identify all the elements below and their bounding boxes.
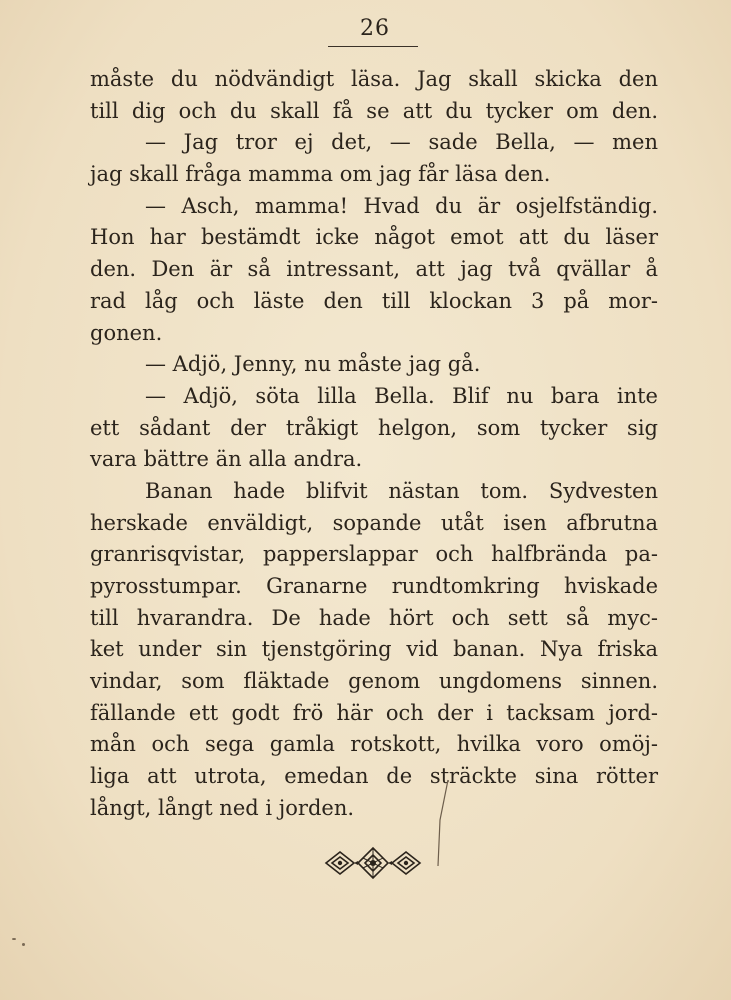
- text-line: till hvarandra. De hade hört och sett så myc-: [90, 605, 658, 630]
- text-line: — Asch, mamma! Hvad du är osjelfständig.: [145, 193, 658, 218]
- text-line: jag skall fråga mamma om jag får läsa den.: [90, 162, 551, 187]
- text-line: den. Den är så intressant, att jag två qvällar å: [90, 257, 658, 282]
- header-rule: [328, 46, 418, 47]
- text-line: vindar, som fläktade genom ungdomens sinnen.: [90, 669, 658, 694]
- text-line: — Jag tror ej det, — sade Bella, — men: [145, 130, 658, 155]
- text-line: ett sådant der tråkigt helgon, som tycker sig: [90, 415, 658, 440]
- text-line: Hon har bestämdt icke något emot att du läser: [90, 225, 658, 250]
- text-line: till dig och du skall få se att du tycker om den.: [90, 98, 658, 123]
- page-number: 26: [360, 16, 390, 41]
- text-line: rad låg och läste den till klockan 3 på mor-: [90, 288, 658, 313]
- text-line: långt, långt ned i jorden.: [90, 795, 355, 820]
- text-line: — Adjö, Jenny, nu måste jag gå.: [145, 352, 481, 377]
- text-line: måste du nödvändigt läsa. Jag skall skicka den: [90, 67, 658, 91]
- text-line: vara bättre än alla andra.: [90, 447, 363, 472]
- text-line: pyrosstumpar. Granarne rundtomkring hviskade: [90, 574, 658, 598]
- margin-dot: [12, 938, 16, 940]
- page-body-text: [90, 64, 658, 825]
- text-line: ket under sin tjenstgöring vid banan. Nya friska: [90, 637, 658, 662]
- text-line: fällande ett godt frö här och der i tacksam jord-: [90, 700, 658, 725]
- text-line: gonen.: [90, 320, 163, 345]
- pencil-mark: [428, 778, 458, 868]
- text-line: Banan hade blifvit nästan tom. Sydvesten: [145, 478, 658, 503]
- text-line: herskade enväldigt, sopande utåt isen afbrutna: [90, 510, 658, 535]
- margin-dot: [22, 943, 25, 946]
- text-line: granrisqvistar, papperslappar och halfbrända pa-: [90, 542, 658, 567]
- text-line: mån och sega gamla rotskott, hvilka voro omöj-: [90, 732, 658, 757]
- text-line: liga att utrota, emedan de sträckte sina rötter: [90, 764, 658, 789]
- end-ornament-icon: [318, 840, 428, 886]
- text-line: — Adjö, söta lilla Bella. Blif nu bara inte: [145, 383, 658, 408]
